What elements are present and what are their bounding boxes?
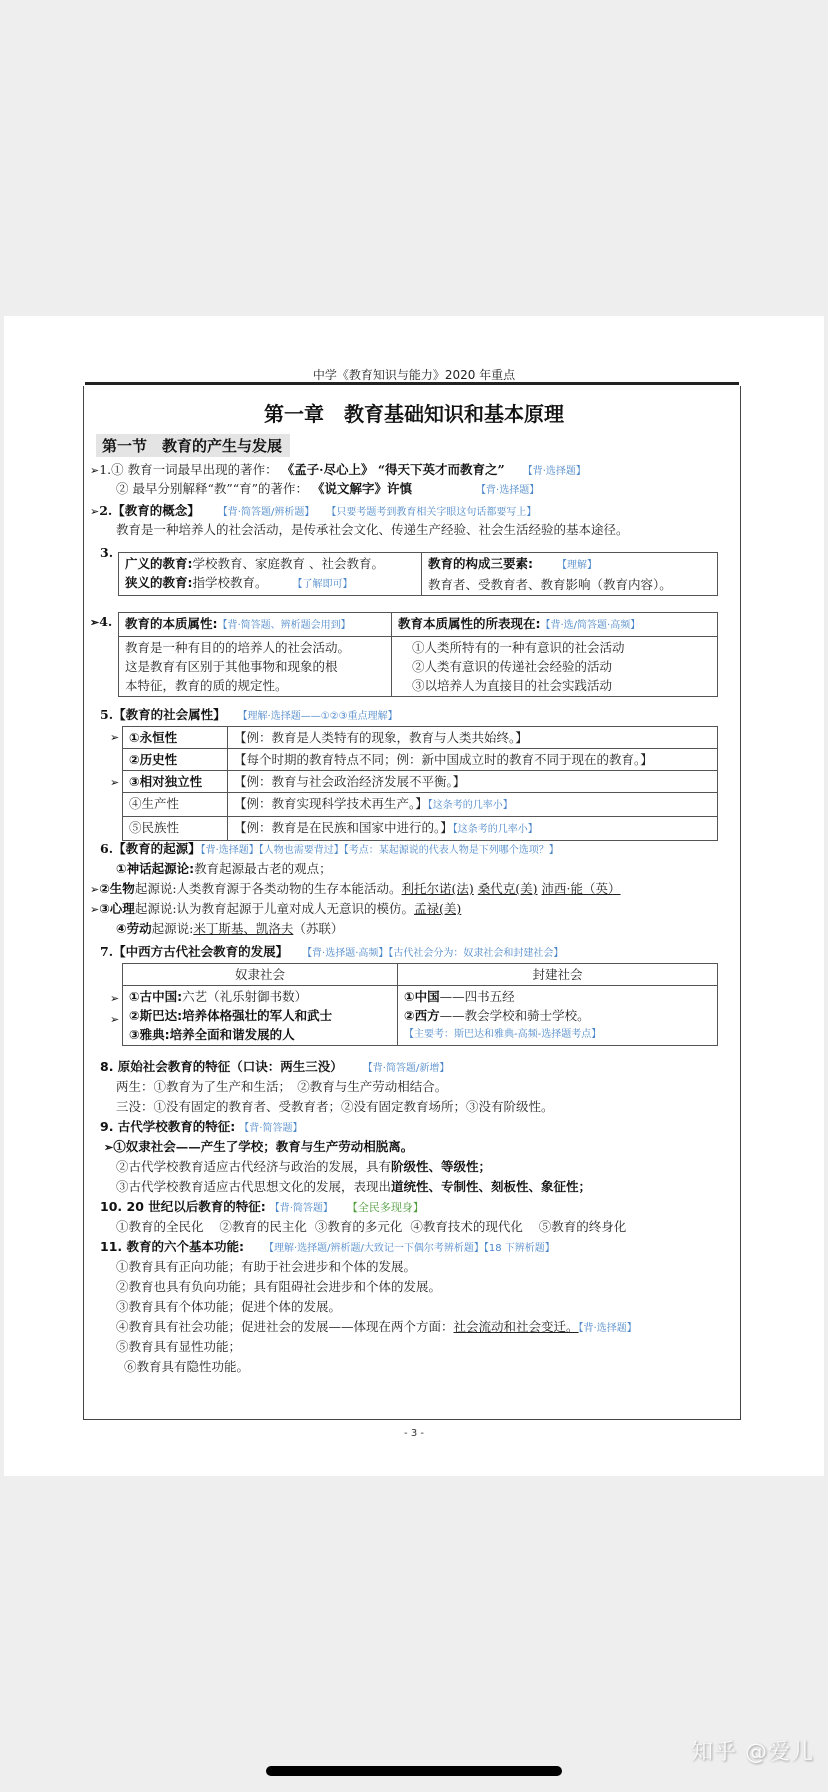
note-tag: 【背·选择题】	[522, 466, 586, 477]
table-row: ②历史性 【每个时期的教育特点不同；例：新中国成立时的教育不同于现在的教育。】	[123, 749, 718, 771]
item-4-number: ➢4.	[90, 614, 113, 629]
origin-psychological: ➢③心理起源说:认为教育起源于儿童对成人无意识的模仿。孟禄(美)	[90, 901, 462, 916]
origin-labor: ④劳动起源说:米丁斯基、凯洛夫（苏联）	[116, 921, 344, 936]
item-9-heading: 9. 古代学校教育的特征: 【背·简答题】	[100, 1119, 303, 1134]
item-8-line-2: 三没：①没有固定的教育者、受教育者；②没有固定教育场所；③没有阶级性。	[116, 1099, 554, 1114]
arrow-bullet-icon: ➢	[110, 1013, 120, 1026]
item-7-heading: 7.【中西方古代社会教育的发展】 【背·选择题·高频】【古代社会分为：奴隶社会和封建社会】	[100, 944, 564, 959]
function-6: ⑥教育具有隐性功能。	[124, 1359, 250, 1374]
header-rule	[85, 382, 739, 385]
item-8-heading: 8. 原始社会教育的特征（口诀：两生三没） 【背·简答题/新增】	[100, 1059, 450, 1074]
note-tag: 【理解·选择题——①②③重点理解】	[237, 711, 398, 722]
page-number: - 3 -	[404, 1428, 424, 1439]
document-page	[4, 316, 824, 1476]
item-2-body: 教育是一种培养人的社会活动，是传承社会文化、传递生产经验、社会生活经验的基本途径。	[116, 522, 629, 537]
function-4: ④教育具有社会功能；促进社会的发展——体现在两个方面：社会流动和社会变迁。【背·选择题】	[116, 1319, 637, 1334]
item-3-number: 3.	[100, 545, 114, 560]
item-1-line-b: ② 最早分别解释“教”“育”的著作： 《说文解字》许慎 【背·选择题】	[116, 481, 540, 496]
item-8-line-1: 两生：①教育为了生产和生活； ②教育与生产劳动相结合。	[116, 1079, 448, 1094]
item-10-heading: 10. 20 世纪以后教育的特征: 【背·简答题】 【全民多现身】	[100, 1199, 424, 1214]
mencius-quote: 《孟子·尽心上》 “得天下英才而教育之”	[281, 462, 505, 477]
note-tag: 【背·简答题/辨析题】	[217, 507, 315, 518]
note-tag: 【背·选择题】	[476, 485, 540, 496]
item-5-heading: 5.【教育的社会属性】 【理解·选择题——①②③重点理解】	[100, 707, 398, 722]
shuowen-jiezi: 《说文解字》许慎	[312, 481, 413, 496]
item-6-heading: 6.【教育的起源】【背·选择题】【人物也需要背过】【考点：某起源说的代表人物是下列哪个选项？】	[100, 841, 559, 856]
item-9-line-3: ③古代学校教育适应古代思想文化的发展，表现出道统性、专制性、刻板性、象征性；	[116, 1179, 592, 1194]
arrow-bullet-icon: ➢	[104, 1141, 114, 1154]
essential-attribute-table: 教育的本质属性:【背·简答题、辨析题会用到】 教育本质属性的所表现在:【背·选/简答题·高频】 教育是一种有目的的培养人的社会活动。 这是教育有区别于其他事物和现象的根 本特征，教育的质的规定性。 ①人类所特有的一种有意识的社会活动 ②人类有意识的传递社会经验的活动 ③以培养人为直接目的社会实践活动	[118, 612, 718, 697]
function-3: ③教育具有个体功能；促进个体的发展。	[116, 1299, 342, 1314]
origin-biological: ➢②生物起源说:人类教育源于各类动物的生存本能活动。利托尔诺(法) 桑代克(美) 沛西·能（英）	[90, 881, 621, 896]
arrow-bullet-icon: ➢	[110, 776, 120, 789]
arrow-bullet-icon: ➢	[90, 903, 100, 916]
arrow-bullet-icon: ➢	[90, 464, 100, 477]
arrow-bullet-icon: ➢	[110, 731, 120, 744]
table-row: ③相对独立性 【例：教育与社会政治经济发展不平衡。】	[123, 771, 718, 793]
arrow-bullet-icon: ➢	[90, 505, 100, 518]
table-row: ①永恒性 【例：教育是人类特有的现象，教育与人类共始终。】	[123, 727, 718, 749]
section-title: 第一节 教育的产生与发展	[96, 434, 290, 457]
home-indicator[interactable]	[266, 1766, 562, 1776]
zhihu-watermark: 知乎 @爱儿	[691, 1740, 814, 1765]
arrow-bullet-icon: ➢	[90, 883, 100, 896]
function-1: ①教育具有正向功能；有助于社会进步和个体的发展。	[116, 1259, 417, 1274]
item-11-heading: 11. 教育的六个基本功能: 【理解·选择题/辨析题/大致记一下偶尔考辨析题】【18 下辨析题】	[100, 1239, 555, 1254]
arrow-bullet-icon: ➢	[90, 616, 100, 629]
ancient-education-table: 奴隶社会 封建社会 ①古中国:六艺（礼乐射御书数） ②斯巴达:培养体格强壮的军人和武士 ③雅典:培养全面和谐发展的人 ①中国——四书五经 ②西方——教会学校和骑士学校。 【主要考：斯巴达和雅典-高频-选择题考点】	[122, 963, 718, 1046]
running-head: 中学《教育知识与能力》2020 年重点	[312, 368, 516, 382]
origin-myth: ①神话起源论:教育起源最古老的观点；	[116, 861, 332, 876]
item-9-line-1: ➢①奴隶社会——产生了学校；教育与生产劳动相脱离。	[104, 1139, 414, 1154]
function-2: ②教育也具有负向功能；具有阻碍社会进步和个体的发展。	[116, 1279, 442, 1294]
social-attribute-table	[122, 726, 718, 841]
arrow-bullet-icon: ➢	[110, 992, 120, 1005]
item-10-list: ①教育的全民化 ②教育的民主化 ③教育的多元化 ④教育技术的现代化 ⑤教育的终身化	[116, 1219, 627, 1234]
item-2-heading: ➢2.【教育的概念】 【背·简答题/辨析题】 【只要考题考到教育相关字眼这句话都要写上】	[90, 503, 537, 518]
item-9-line-2: ②古代学校教育适应古代经济与政治的发展，具有阶级性、等级性；	[116, 1159, 492, 1174]
chapter-title: 第一章 教育基础知识和基本原理	[264, 402, 564, 426]
table-row: ④生产性 【例：教育实现科学技术再生产。】【这条考的几率小】	[123, 793, 718, 817]
table-row: ⑤民族性 【例：教育是在民族和国家中进行的。】【这条考的几率小】	[123, 817, 718, 841]
education-definition-table: 广义的教育:学校教育、家庭教育 、社会教育。 狭义的教育:指学校教育。 【了解即可】 教育的构成三要素: 【理解】 教育者、受教育者、教育影响（教育内容）。	[118, 552, 718, 596]
function-5: ⑤教育具有显性功能；	[116, 1339, 242, 1354]
note-tag: 【只要考题考到教育相关字眼这句话都要写上】	[326, 507, 537, 518]
item-1-line-a: ➢1.① 教育一词最早出现的著作： 《孟子·尽心上》 “得天下英才而教育之” 【背·选择题】	[90, 462, 586, 477]
